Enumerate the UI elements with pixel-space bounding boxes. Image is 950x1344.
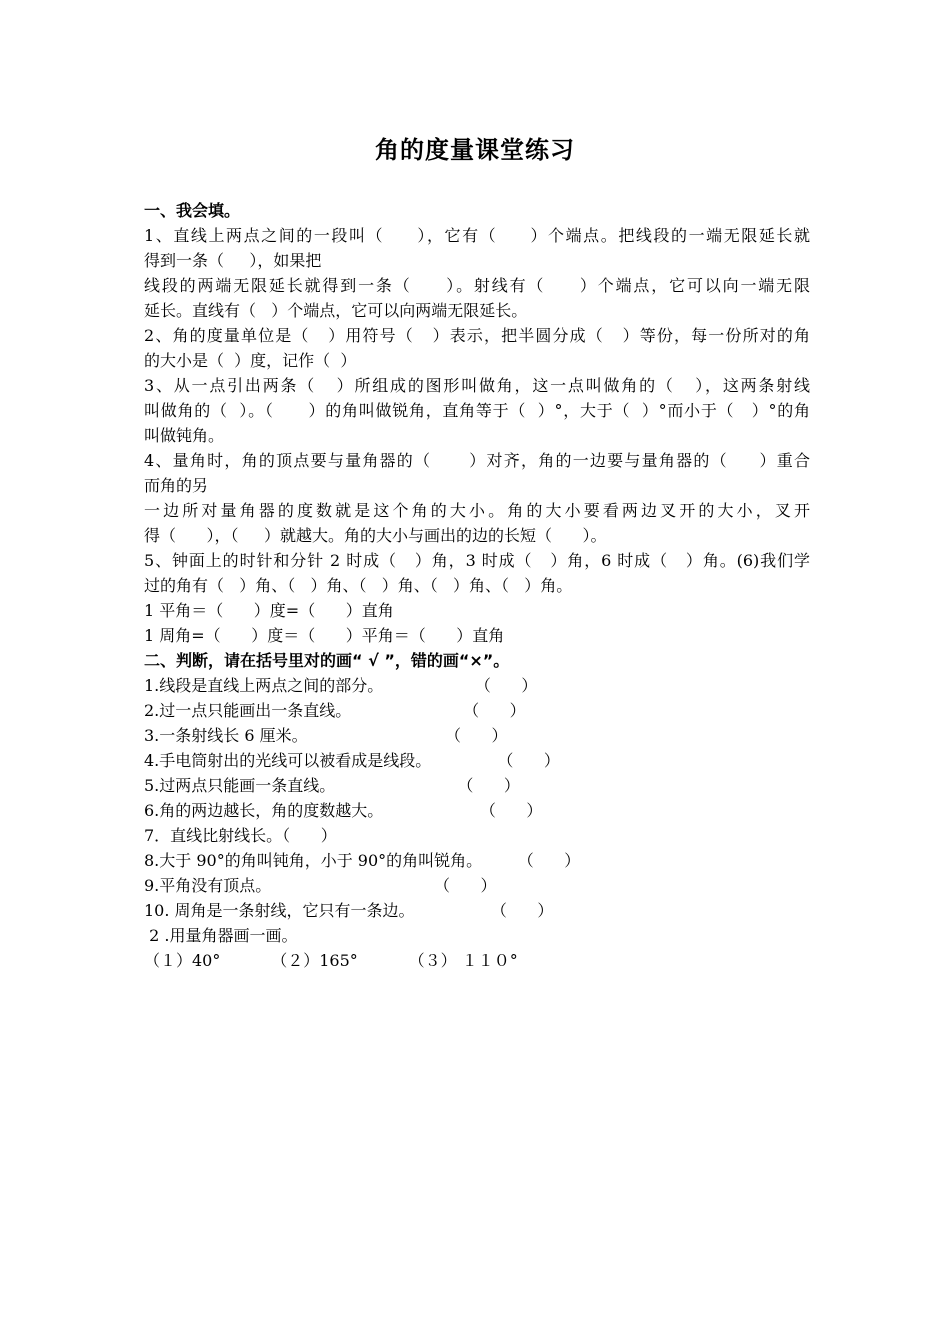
judge-item-10: 10. 周角是一条射线，它只有一条边。 （ ） bbox=[144, 901, 554, 920]
section1-heading: 一、我会填。 bbox=[144, 201, 241, 220]
judge-item-7: 7．直线比射线长。（ ） bbox=[144, 826, 337, 845]
section3-heading: 2 .用量角器画一画。 bbox=[144, 926, 298, 945]
q3-line-3: 叫做钝角。 bbox=[144, 426, 225, 445]
q4-line-4: 得（ ），（ ）就越大。角的大小与画出的边的长短（ ）。 bbox=[144, 526, 607, 545]
q4-line-2: 而角的另 bbox=[144, 476, 209, 495]
judge-item-2: 2.过一点只能画出一条直线。 （ ） bbox=[144, 701, 526, 720]
judge-item-6: 6.角的两边越长，角的度数越大。 （ ） bbox=[144, 801, 543, 820]
judge-item-9: 9.平角没有顶点。 （ ） bbox=[144, 876, 497, 895]
judge-item-1: 1.线段是直线上两点之间的部分。 （ ） bbox=[144, 676, 538, 695]
q5-line-3: 1 平角＝（ ）度=（ ）直角 bbox=[144, 601, 394, 620]
judge-item-8: 8.大于 90°的角叫钝角，小于 90°的角叫锐角。 （ ） bbox=[144, 851, 581, 870]
q2-line-2: 的大小是（ ）度，记作（ ） bbox=[144, 351, 357, 370]
worksheet-content bbox=[144, 198, 810, 973]
q3-line-1: 3、从一点引出两条（ ）所组成的图形叫做角，这一点叫做角的（ ），这两条射线 bbox=[144, 376, 810, 395]
section2-heading: 二、判断，请在括号里对的画“ √ ”，错的画“×”。 bbox=[144, 651, 510, 670]
q1-line-3: 线段的两端无限延长就得到一条（ ）。射线有（ ）个端点，它可以向一端无限 bbox=[144, 276, 810, 295]
q2-line-1: 2、角的度量单位是（ ）用符号（ ）表示，把半圆分成（ ）等份，每一份所对的角 bbox=[144, 326, 810, 345]
q3-line-2: 叫做角的（ ）。（ ）的角叫做锐角，直角等于（ ）°，大于（ ）°而小于（ ）°的角 bbox=[144, 401, 810, 420]
judge-item-5: 5.过两点只能画一条直线。 （ ） bbox=[144, 776, 520, 795]
judge-item-4: 4.手电筒射出的光线可以被看成是线段。 （ ） bbox=[144, 751, 560, 770]
q5-line-4: 1 周角=（ ）度＝（ ）平角＝（ ）直角 bbox=[144, 626, 505, 645]
page-title: 角的度量课堂练习 bbox=[375, 136, 575, 164]
q5-line-1: 5、钟面上的时针和分针 2 时成（ ）角，3 时成（ ）角，6 时成（ ）角。(6)我们学 bbox=[144, 551, 810, 570]
q1-line-4: 延长。直线有（ ）个端点，它可以向两端无限延长。 bbox=[144, 301, 528, 320]
q1-line-1: 1、直线上两点之间的一段叫（ ），它有（ ）个端点。把线段的一端无限延长就 bbox=[144, 226, 810, 245]
q5-line-2: 过的角有（ ）角、（ ）角、（ ）角、（ ）角、（ ）角。 bbox=[144, 576, 573, 595]
q1-line-2: 得到一条（ ），如果把 bbox=[144, 251, 322, 270]
q4-line-3: 一边所对量角器的度数就是这个角的大小。角的大小要看两边叉开的大小，叉开 bbox=[144, 501, 810, 520]
draw-angle-items: （１）40° （２）165° （３） １１０° bbox=[144, 951, 518, 970]
judge-item-3: 3.一条射线长 6 厘米。 （ ） bbox=[144, 726, 508, 745]
q4-line-1: 4、量角时，角的顶点要与量角器的（ ）对齐，角的一边要与量角器的（ ）重合 bbox=[144, 451, 810, 470]
